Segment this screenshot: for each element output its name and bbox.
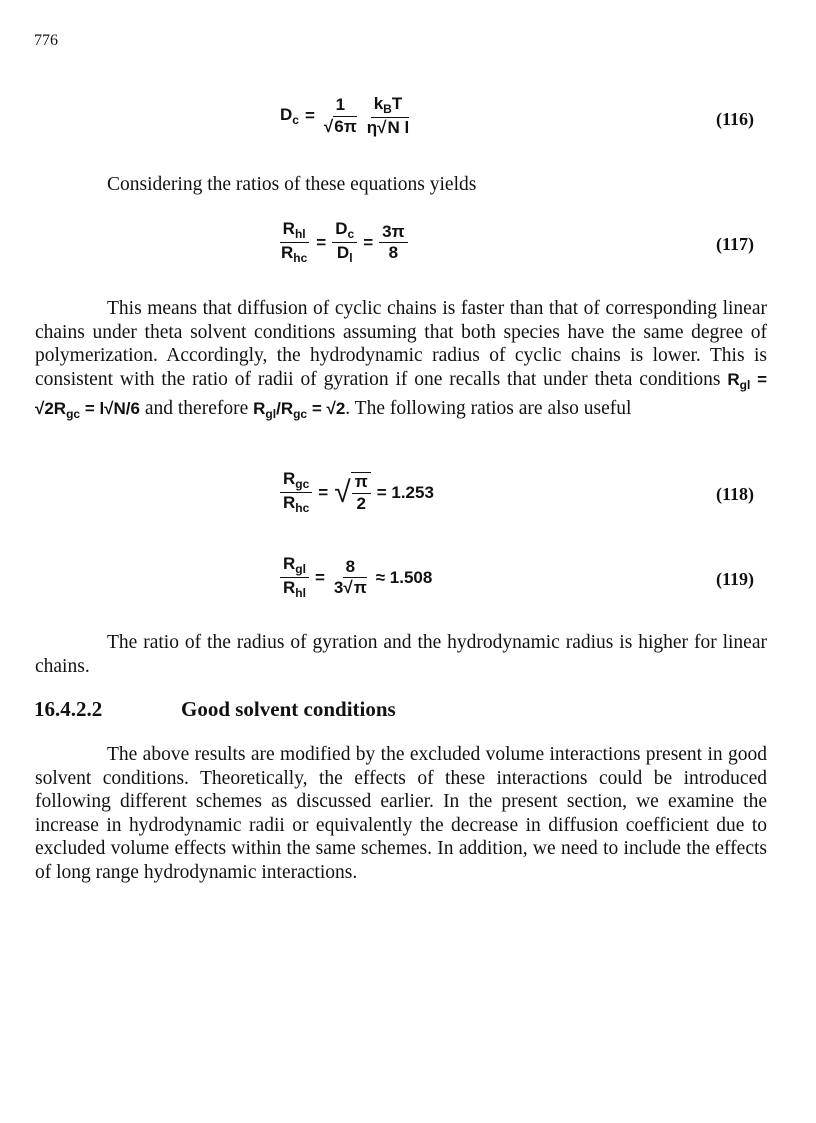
paragraph-theta: This means that diffusion of cyclic chains is faster than that of corresponding linear chains under theta solvent conditions assuming that both species have the same degree of polymerization. Accordingly, the hydrodynamic radius of cyclic chains is lower. This is consistent with the ratio of radii of gyration if one recalls that under theta conditions $R_{gl} = √2R_{gc} = l√N/6$ and therefore $R_{gl}/R_{gc} = √2$. The following ratios are also useful bbox=[35, 298, 767, 422]
eq116-lhs: $D_c$ bbox=[280, 105, 299, 128]
paragraph-good-solvent: The above results are modified by the excluded volume interactions present in good solvent conditions. Theoretically, the effects of these interactions could be introduced following different schemes as discussed earlier. In the present section, we examine the increase in hydrodynamic radii or equivalently the decrease in diffusion coefficient due to excluded volume effects within the same schemes. In addition, we need to include the effects of long range hydrodynamic interactions. bbox=[35, 744, 767, 883]
eq119-ratio: $\frac{R_{gl}}{R_{hl}}$ bbox=[280, 555, 309, 600]
eq116-fraction-2: $\frac{k_BT}{\text{η√N l}}$ bbox=[366, 94, 410, 138]
inline-math-rgl-over-rgc: $R_{gl}/R_{gc} = √2$ bbox=[253, 399, 346, 422]
section-heading bbox=[34, 697, 396, 722]
eq118-value: = 1.253 bbox=[376, 482, 434, 502]
eq117-ratio-diffusion: $\frac{D_c}{D_l}$ bbox=[332, 220, 357, 265]
eq118-root: $\frac{\pi}{2}$ bbox=[351, 472, 371, 513]
equation-number-119: (119) bbox=[716, 569, 754, 589]
equation-number-118: (118) bbox=[716, 484, 754, 504]
eq117-ratio-radii: $\frac{R_{hl}}{R_{hc}}$ bbox=[281, 219, 308, 266]
equation-number-117: (117) bbox=[716, 234, 754, 254]
page-number: 776 bbox=[34, 32, 58, 49]
inline-math-rgl-ratio: $R_{gl} = √2R_{gc} = l√N/6$ bbox=[35, 369, 767, 422]
section-number: 16.4.2.2 bbox=[34, 697, 103, 721]
eq119-value: ≈ 1.508 bbox=[375, 567, 433, 587]
eq116-fraction-1: $\frac{1}{√6\pi}$ bbox=[323, 95, 357, 136]
section-title: Good solvent conditions bbox=[181, 697, 396, 721]
eq119-fraction: $\frac{8}{3√\pi}$ bbox=[333, 556, 367, 598]
equation-number-116: (116) bbox=[716, 109, 754, 129]
paragraph-intro: Considering the ratios of these equations yields bbox=[107, 174, 477, 195]
eq117-ratio-value: $\frac{3\pi}{8}$ bbox=[379, 223, 407, 263]
paragraph-ratio: The ratio of the radius of gyration and the hydrodynamic radius is higher for linear chains. bbox=[35, 632, 767, 677]
eq118-ratio: $\frac{R_{gc}}{R_{hc}}$ bbox=[280, 470, 312, 515]
